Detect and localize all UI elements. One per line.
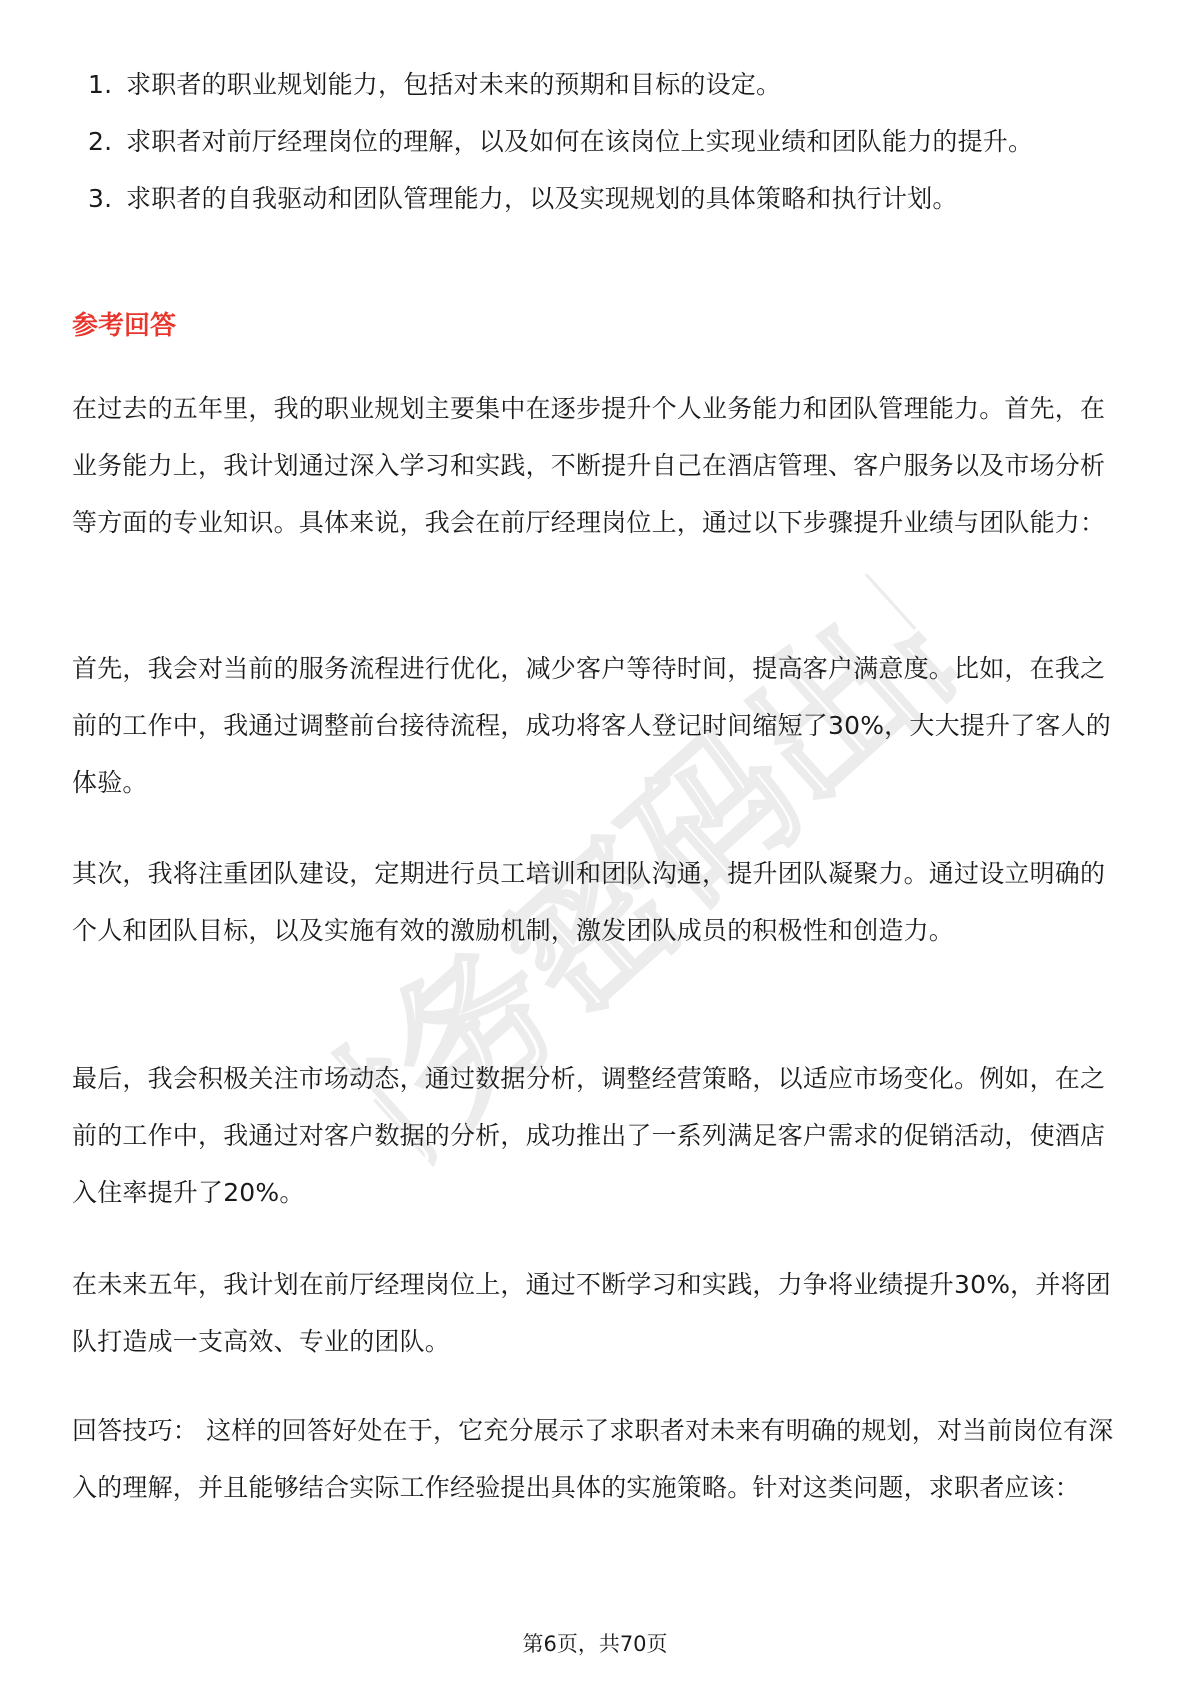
list-item-text: 求职者对前厅经理岗位的理解，以及如何在该岗位上实现业绩和团队能力的提升。 (126, 127, 1034, 156)
tips-paragraph: 回答技巧： 这样的回答好处在于，它充分展示了求职者对未来有明确的规划，对当前岗位有深入的理解，并且能够结合实际工作经验提出具体的实施策略。针对这类问题，求职者应该： (72, 1416, 1114, 1502)
list-number: 3. (88, 184, 113, 213)
list-number: 1. (88, 70, 113, 99)
watermark-text: 财务密码出品 (308, 547, 992, 1193)
page-number-footer: 第6页，共70页 (522, 1632, 668, 1656)
list-item (72, 56, 1120, 113)
list-item (72, 113, 1120, 170)
list-item-text: 求职者的职业规划能力，包括对未来的预期和目标的设定。 (126, 70, 782, 99)
answer-paragraph: 首先，我会对当前的服务流程进行优化，减少客户等待时间，提高客户满意度。比如，在我之前的工作中，我通过调整前台接待流程，成功将客人登记时间缩短了30%，大大提升了客人的体验。 (72, 654, 1111, 797)
list-item-text: 求职者的自我驱动和团队管理能力，以及实现规划的具体策略和执行计划。 (126, 184, 958, 213)
list-item (72, 170, 1120, 227)
answer-paragraph: 在未来五年，我计划在前厅经理岗位上，通过不断学习和实践，力争将业绩提升30%，并将团队打造成一支高效、专业的团队。 (72, 1270, 1111, 1356)
criteria-list (72, 56, 1120, 227)
list-number: 2. (88, 127, 113, 156)
answer-paragraph: 在过去的五年里，我的职业规划主要集中在逐步提升个人业务能力和团队管理能力。首先，在业务能力上，我计划通过深入学习和实践，不断提升自己在酒店管理、客户服务以及市场分析等方面的专业知识。具体来说，我会在前厅经理岗位上，通过以下步骤提升业绩与团队能力： (72, 394, 1106, 537)
answer-paragraph: 最后，我会积极关注市场动态，通过数据分析，调整经营策略，以适应市场变化。例如，在之前的工作中，我通过对客户数据的分析，成功推出了一系列满足客户需求的促销活动，使酒店入住率提升了20%。 (72, 1064, 1106, 1207)
section-heading: 参考回答 (72, 311, 177, 341)
answer-paragraph: 其次，我将注重团队建设，定期进行员工培训和团队沟通，提升团队凝聚力。通过设立明确的个人和团队目标，以及实施有效的激励机制，激发团队成员的积极性和创造力。 (72, 859, 1106, 945)
